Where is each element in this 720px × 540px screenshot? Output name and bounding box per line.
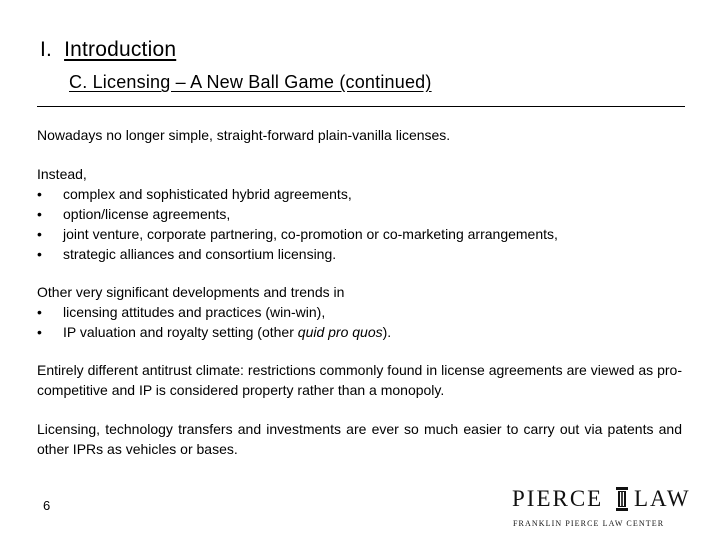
logo-word-pierce: PIERCE xyxy=(512,486,604,511)
trends-list xyxy=(37,302,682,342)
column-emblem-icon xyxy=(616,487,628,511)
pierce-law-logo xyxy=(512,486,691,532)
bullet-icon: • xyxy=(37,246,42,262)
list-item: • complex and sophisticated hybrid agreements, xyxy=(37,186,352,202)
list-item: • strategic alliances and consortium licensing. xyxy=(37,246,337,262)
instead-lead: Instead, xyxy=(37,166,87,182)
latin-phrase: quid pro quos xyxy=(297,324,383,340)
intro-paragraph: Nowadays no longer simple, straight-forward plain-vanilla licenses. xyxy=(37,127,451,143)
slide-body xyxy=(37,125,682,478)
bullet-icon: • xyxy=(37,206,42,222)
bullet-icon: • xyxy=(37,324,42,340)
section-title-text: Introduction xyxy=(64,38,177,61)
page-number: 6 xyxy=(43,498,51,513)
licensing-paragraph: Licensing, technology transfers and investments are ever so much easier to carry out via patents and other IPRs as vehicles or bases. xyxy=(37,421,682,457)
logo-word-law: LAW xyxy=(634,486,691,511)
slide-subtitle: C. Licensing – A New Ball Game (continued) xyxy=(69,72,432,92)
list-item: • option/license agreements, xyxy=(37,206,231,222)
section-number: I. xyxy=(40,38,53,61)
section-title xyxy=(40,38,176,62)
list-item: • licensing attitudes and practices (win-win), xyxy=(37,304,326,320)
logo-tagline: FRANKLIN PIERCE LAW CENTER xyxy=(513,519,665,528)
bullet-icon: • xyxy=(37,304,42,320)
bullet-icon: • xyxy=(37,226,42,242)
antitrust-paragraph: Entirely different antitrust climate: restrictions commonly found in license agreements are viewed as pro-competitive and IP is considered property rather than a monopoly. xyxy=(37,362,682,398)
list-item: • IP valuation and royalty setting (other quid pro quos). xyxy=(37,324,392,340)
instead-list xyxy=(37,184,682,264)
trends-lead: Other very significant developments and trends in xyxy=(37,284,345,300)
list-item: • joint venture, corporate partnering, co-promotion or co-marketing arrangements, xyxy=(37,226,558,242)
header-divider xyxy=(37,106,685,107)
bullet-icon: • xyxy=(37,186,42,202)
